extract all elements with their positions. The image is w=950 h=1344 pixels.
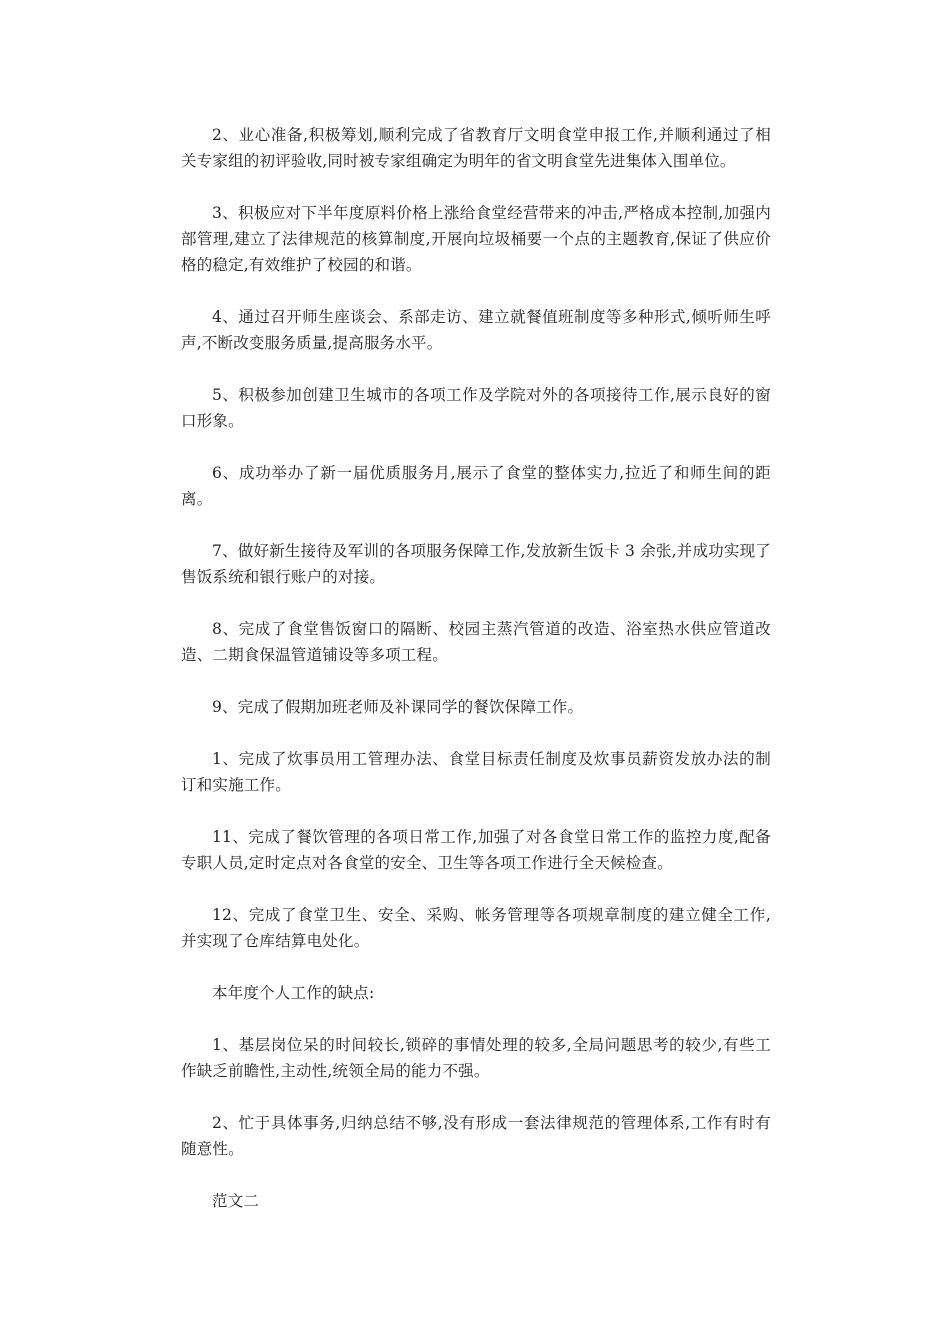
- paragraph-item-7: 7、做好新生接待及军训的各项服务保障工作,发放新生饭卡 3 余张,并成功实现了售饭系统和银行账户的对接。: [181, 542, 771, 586]
- paragraph-item-3: 3、积极应对下半年度原料价格上涨给食堂经营带来的冲击,严格成本控制,加强内部管理,建立了法律规范的核算制度,开展向垃圾桶要一个点的主题教育,保证了供应价格的稳定,有效维护了校园的和谐。: [181, 204, 771, 274]
- paragraph-item-2: 2、业心准备,积极筹划,顺利完成了省教育厅文明食堂申报工作,并顺利通过了相关专家组的初评验收,同时被专家组确定为明年的省文明食堂先进集体入围单位。: [181, 126, 771, 170]
- paragraph-item-8: 8、完成了食堂售饭窗口的隔断、校园主蒸汽管道的改造、浴室热水供应管道改造、二期食保温管道铺设等多项工程。: [181, 620, 771, 664]
- paragraph-item-6: 6、成功举办了新一届优质服务月,展示了食堂的整体实力,拉近了和师生间的距离。: [181, 464, 771, 508]
- paragraph-item-10: 1、完成了炊事员用工管理办法、食堂目标责任制度及炊事员薪资发放办法的制订和实施工作。: [181, 750, 771, 794]
- paragraph-item-11: 11、完成了餐饮管理的各项日常工作,加强了对各食堂日常工作的监控力度,配备专职人员,定时定点对各食堂的安全、卫生等各项工作进行全天候检查。: [181, 828, 771, 872]
- paragraph-item-12: 12、完成了食堂卫生、安全、采购、帐务管理等各项规章制度的建立健全工作,并实现了仓库结算电处化。: [181, 906, 771, 950]
- paragraph-item-5: 5、积极参加创建卫生城市的各项工作及学院对外的各项接待工作,展示良好的窗口形象。: [181, 386, 771, 430]
- section-heading-shortcomings: 本年度个人工作的缺点:: [212, 984, 375, 1002]
- document-body: [181, 122, 771, 1240]
- shortcoming-item-2: 2、忙于具体事务,归纳总结不够,没有形成一套法律规范的管理体系,工作有时有随意性。: [181, 1114, 771, 1158]
- paragraph-item-9: 9、完成了假期加班老师及补课同学的餐饮保障工作。: [212, 698, 584, 716]
- paragraph-item-4: 4、通过召开师生座谈会、系部走访、建立就餐值班制度等多种形式,倾听师生呼声,不断改变服务质量,提高服务水平。: [181, 308, 771, 352]
- section-heading-sample-two: 范文二: [212, 1192, 260, 1210]
- shortcoming-item-1: 1、基层岗位呆的时间较长,锁碎的事情处理的较多,全局问题思考的较少,有些工作缺乏前瞻性,主动性,统领全局的能力不强。: [181, 1036, 771, 1080]
